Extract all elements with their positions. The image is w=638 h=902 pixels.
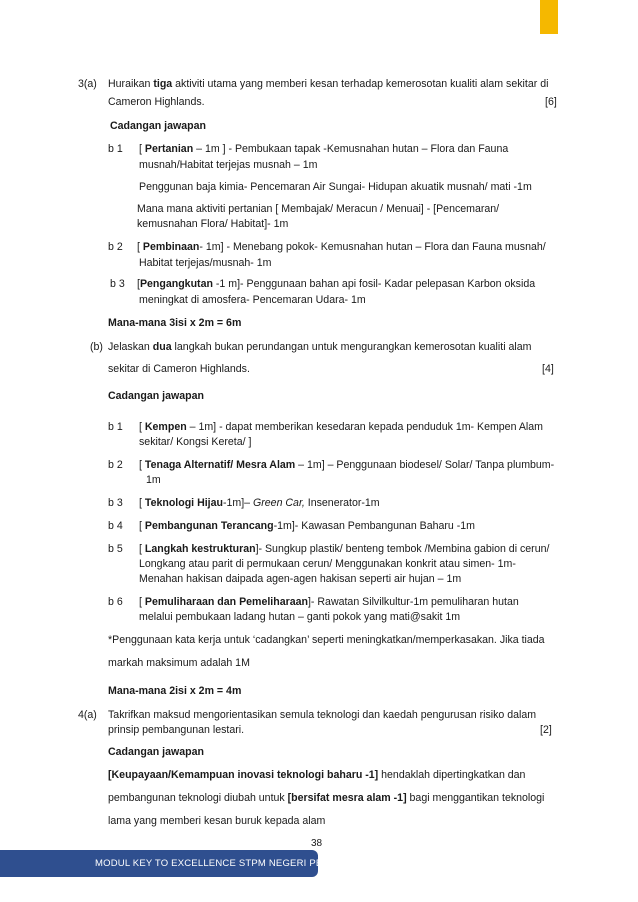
q4a-answer-line1: [Keupayaan/Kemampuan inovasi teknologi baharu -1] hendaklah dipertingkatkan dan (108, 769, 526, 781)
q4a-question-line2: prinsip pembangunan lestari. (108, 724, 245, 736)
q3a-b1-para3-line2: kemusnahan Flora/ Habitat]- 1m (137, 218, 289, 230)
q4a-number: 4(a) (78, 709, 97, 721)
q3a-answer-heading: Cadangan jawapan (110, 120, 206, 132)
q3a-question-line2: Cameron Highlands. (108, 96, 205, 108)
q3b-note-line2: markah maksimum adalah 1M (108, 657, 250, 669)
q3b-scoring: Mana-mana 2isi x 2m = 4m (108, 685, 242, 697)
q3b-b6-text: [ Pemuliharaan dan Pemeliharaan]- Rawatan Silvilkultur-1m pemuliharan hutan (139, 596, 519, 608)
footer-module-title: MODUL KEY TO EXCELLENCE STPM NEGERI PERAK (95, 858, 343, 869)
q3b-number: (b) (90, 341, 103, 353)
q3a-b1-label: b 1 (108, 143, 123, 155)
q3a-question: Huraikan tiga aktiviti utama yang memberi kesan terhadap kemerosotan kualiti alam sekitar di (108, 78, 549, 90)
q3a-b2-label: b 2 (108, 241, 123, 253)
q3a-b3-label: b 3 (110, 278, 125, 290)
q3a-marks: [6] (545, 96, 557, 108)
q3a-number: 3(a) (78, 78, 97, 90)
q3b-b1-line2: sekitar/ Kongsi Kereta/ ] (139, 436, 252, 448)
q3a-b2-text: [ Pembinaan- 1m] - Menebang pokok- Kemusnahan hutan – Flora dan Fauna musnah/ (137, 241, 546, 253)
q3b-b5-line2: Longkang atau parit di permukaan cerun/ Menggunakan konkrit atau simen- 1m- (139, 558, 516, 570)
q3a-b1-text: [ Pertanian – 1m ] - Pembukaan tapak -Kemusnahan hutan – Flora dan Fauna (139, 143, 509, 155)
page-number: 38 (311, 838, 323, 849)
q3a-scoring: Mana-mana 3isi x 2m = 6m (108, 317, 242, 329)
q3b-b5-text: [ Langkah kestrukturan]- Sungkup plastik/ benteng tembok /Membina gabion di cerun/ (139, 543, 550, 555)
q4a-question-line1: Takrifkan maksud mengorientasikan semula teknologi dan kaedah pengurusan risiko dalam (108, 709, 537, 721)
q3a-b3-line2: meningkat di amosfera- Pencemaran Udara- 1m (139, 294, 366, 306)
q3a-b1-para2: Penggunan baja kimia- Pencemaran Air Sungai- Hidupan akuatik musnah/ mati -1m (139, 181, 532, 193)
q3b-b4-label: b 4 (108, 520, 123, 532)
yellow-page-tab (540, 0, 558, 34)
q3b-b3-text: [ Teknologi Hijau-1m]– Green Car, Insenerator-1m (139, 497, 380, 509)
q3b-b5-line3: Menahan hakisan daipada agen-agen hakisan seperti air hujan – 1m (139, 573, 462, 585)
q4a-answer-heading: Cadangan jawapan (108, 746, 204, 758)
q3b-question-line2: sekitar di Cameron Highlands. (108, 363, 250, 375)
q3b-b3-label: b 3 (108, 497, 123, 509)
q3b-b6-line2: melalui pembukaan ladang hutan – ganti pokok yang mati@sakit 1m (139, 611, 461, 623)
q3b-b2-line2: 1m (146, 474, 161, 486)
q4a-marks: [2] (540, 724, 552, 736)
q4a-answer-line2: pembangunan teknologi diubah untuk [bersifat mesra alam -1] bagi menggantikan teknologi (108, 792, 545, 804)
q3b-b5-label: b 5 (108, 543, 123, 555)
q3b-b2-label: b 2 (108, 459, 123, 471)
q3b-question: Jelaskan dua langkah bukan perundangan untuk mengurangkan kemerosotan kualiti alam (108, 341, 532, 353)
q3b-b2-text: [ Tenaga Alternatif/ Mesra Alam – 1m] – Penggunaan biodesel/ Solar/ Tanpa plumbum- (139, 459, 555, 471)
q3a-b3-text: [Pengangkutan -1 m]- Penggunaan bahan api fosil- Kadar pelepasan Karbon oksida (137, 278, 536, 290)
q4a-answer-line3: lama yang memberi kesan buruk kepada alam (108, 815, 326, 827)
q3a-b1-line2: musnah/Habitat terjejas musnah – 1m (139, 159, 318, 171)
q3a-b2-line2: Habitat terjejas/musnah- 1m (139, 257, 272, 269)
q3b-b1-text: [ Kempen – 1m] - dapat memberikan kesedaran kepada penduduk 1m- Kempen Alam (139, 421, 543, 433)
q3b-b6-label: b 6 (108, 596, 123, 608)
q3a-b1-para3-line1: Mana mana aktiviti pertanian [ Membajak/ Meracun / Menuai] - [Pencemaran/ (137, 203, 500, 215)
q3b-answer-heading: Cadangan jawapan (108, 390, 204, 402)
q3b-b1-label: b 1 (108, 421, 123, 433)
q3b-b4-text: [ Pembangunan Terancang-1m]- Kawasan Pembangunan Baharu -1m (139, 520, 475, 532)
q3b-note-line1: *Penggunaan kata kerja untuk ‘cadangkan’ seperti meningkatkan/memperkasakan. Jika tiada (108, 634, 545, 646)
q3b-marks: [4] (542, 363, 554, 375)
